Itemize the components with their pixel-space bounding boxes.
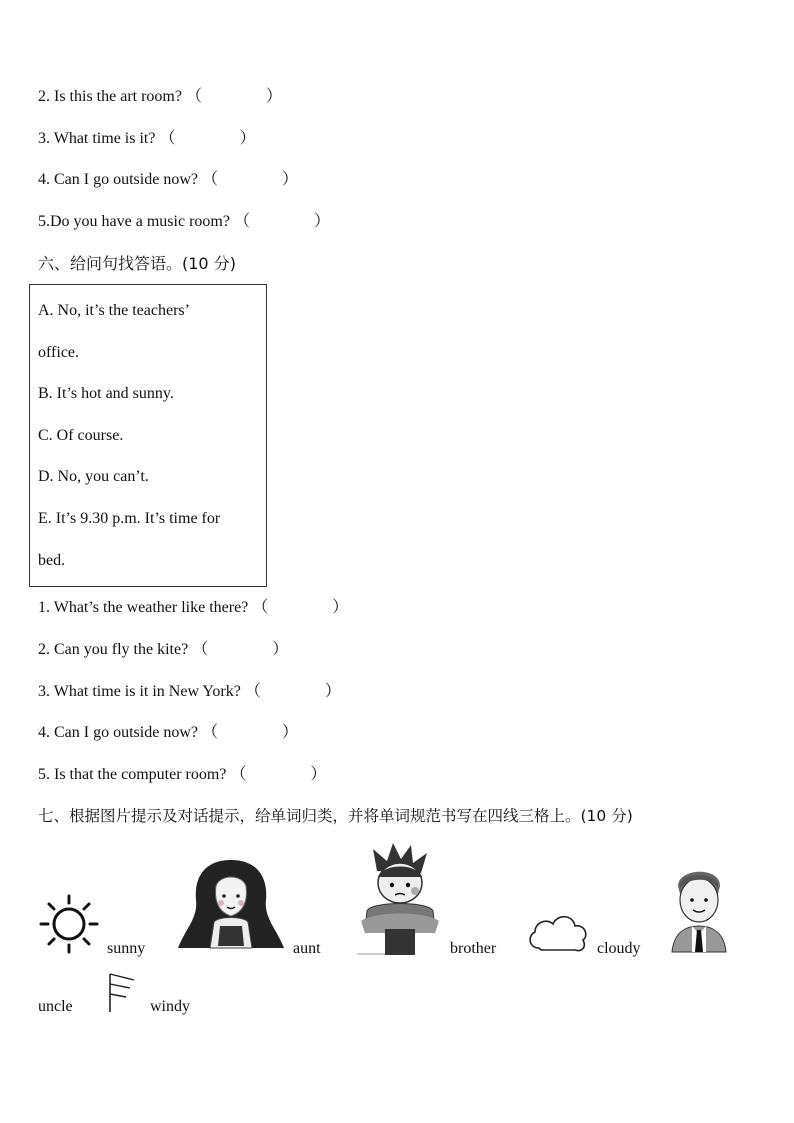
section5-item-3 (38, 129, 255, 149)
option-a-line1: A. No, it’s the teachers’ (38, 302, 190, 319)
answer-blank[interactable]: （ ） (230, 766, 327, 783)
answer-blank[interactable]: （ ） (185, 88, 282, 105)
section6-question-1 (38, 598, 348, 618)
section6-question-4 (38, 723, 298, 743)
answer-blank[interactable]: （ ） (159, 130, 256, 147)
section5-item-4 (38, 170, 298, 190)
question-text: 1. What’s the weather like there? (38, 599, 249, 616)
question-text: 4. Can I go outside now? (38, 724, 198, 741)
word-aunt: aunt (293, 940, 321, 957)
man-icon (666, 862, 732, 954)
question-text: 2. Is this the art room? (38, 88, 182, 105)
option-c: C. Of course. (38, 427, 124, 444)
cloud-icon (525, 908, 591, 956)
word-brother: brother (450, 940, 497, 957)
section7-heading: 七、根据图片提示及对话提示，给单词归类，并将单词规范书写在四线三格上。(10 分) (38, 807, 633, 825)
flag-icon (106, 970, 138, 1014)
word-windy: windy (150, 998, 190, 1015)
option-d: D. No, you can’t. (38, 468, 149, 485)
word-uncle: uncle (38, 998, 73, 1015)
woman-icon (176, 856, 286, 954)
section5-item-2 (38, 87, 282, 107)
answer-blank[interactable]: （ ） (244, 683, 341, 700)
section5-item-5 (38, 212, 330, 232)
question-text: 4. Can I go outside now? (38, 171, 198, 188)
answer-blank[interactable]: （ ） (201, 171, 298, 188)
option-a-line2: office. (38, 344, 80, 361)
answer-blank[interactable]: （ ） (192, 641, 289, 658)
section6-heading: 六、给问句找答语。(10 分) (38, 254, 236, 273)
option-e-line2: bed. (38, 552, 66, 569)
section6-question-2 (38, 640, 288, 660)
sun-icon (38, 893, 100, 955)
section6-question-5 (38, 765, 326, 785)
section6-question-3 (38, 682, 341, 702)
question-text: 5. Is that the computer room? (38, 766, 227, 783)
question-text: 2. Can you fly the kite? (38, 641, 189, 658)
word-sunny: sunny (107, 940, 146, 957)
answer-blank[interactable]: （ ） (233, 213, 330, 230)
answer-blank[interactable]: （ ） (252, 599, 349, 616)
question-text: 3. What time is it? (38, 130, 156, 147)
word-cloudy: cloudy (597, 940, 641, 957)
option-b: B. It’s hot and sunny. (38, 385, 174, 402)
option-e-line1: E. It’s 9.30 p.m. It’s time for (38, 510, 221, 527)
boy-icon (355, 841, 445, 956)
answer-blank[interactable]: （ ） (201, 724, 298, 741)
question-text: 3. What time is it in New York? (38, 683, 241, 700)
question-text: 5.Do you have a music room? (38, 213, 230, 230)
